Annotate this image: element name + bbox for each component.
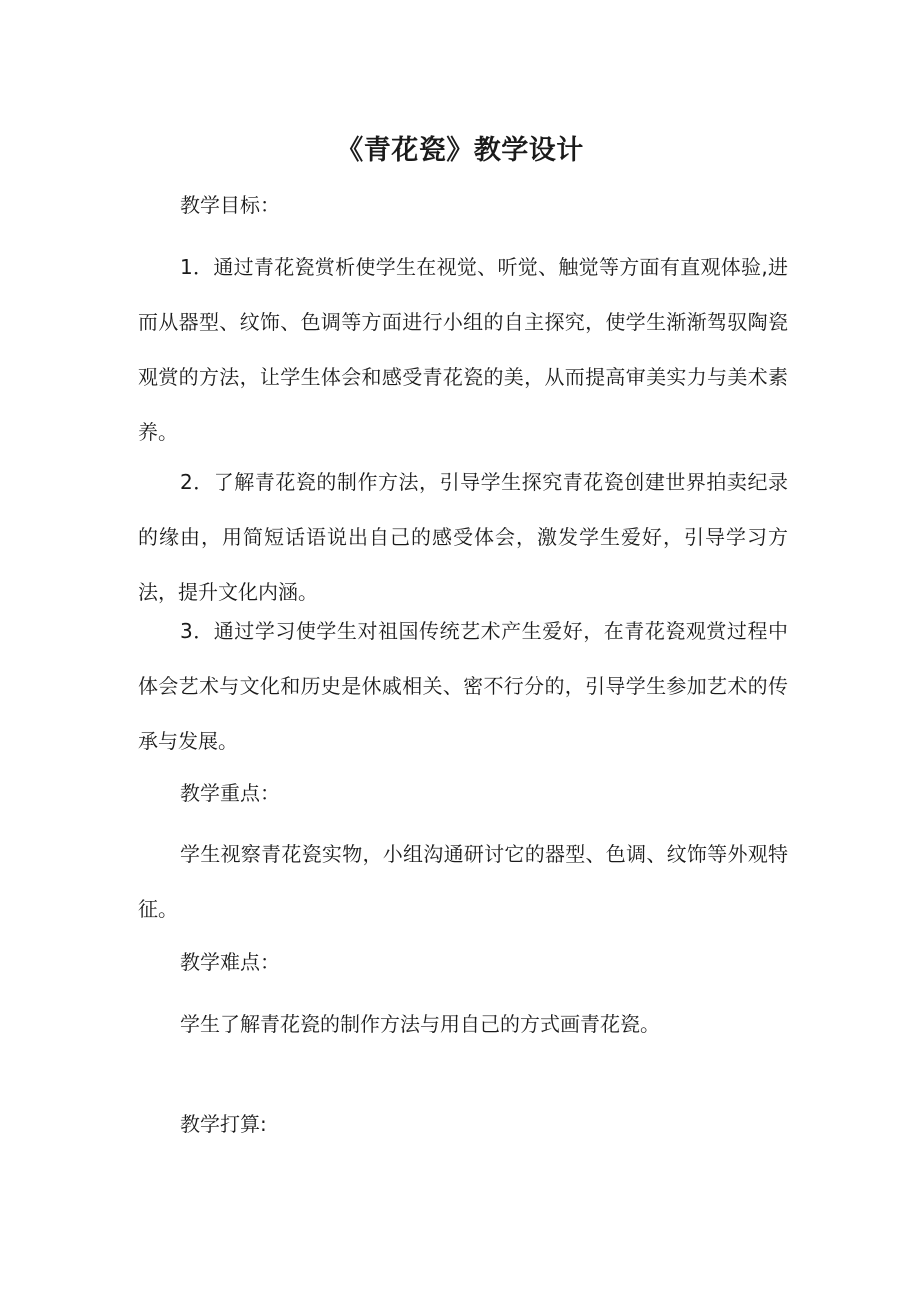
difficulties-heading: 教学难点：	[180, 950, 280, 974]
plan-heading: 教学打算:	[180, 1112, 267, 1136]
key-points-heading: 教学重点：	[180, 781, 280, 805]
document-title: 《青花瓷》教学设计	[336, 135, 584, 166]
objective-item-1: 1．通过青花瓷赏析使学生在视觉、听觉、触觉等方面有直观体验,进而从器型、纹饰、色调等方面进行小组的自主探究，使学生渐渐驾驭陶瓷观赏的方法，让学生体会和感受青花瓷的美，从而提高审美实力与美术素养。	[138, 255, 788, 444]
difficulties-text: 学生了解青花瓷的制作方法与用自己的方式画青花瓷。	[180, 1012, 660, 1036]
objective-item-3: 3．通过学习使学生对祖国传统艺术产生爱好，在青花瓷观赏过程中体会艺术与文化和历史是休戚相关、密不行分的，引导学生参加艺术的传承与发展。	[138, 619, 788, 753]
objective-item-2: 2．了解青花瓷的制作方法，引导学生探究青花瓷创建世界拍卖纪录的缘由，用简短话语说出自己的感受体会，激发学生爱好，引导学习方法，提升文化内涵。	[138, 470, 788, 604]
objectives-heading: 教学目标：	[180, 193, 280, 217]
key-points-text: 学生视察青花瓷实物，小组沟通研讨它的器型、色调、纹饰等外观特征。	[138, 842, 788, 921]
